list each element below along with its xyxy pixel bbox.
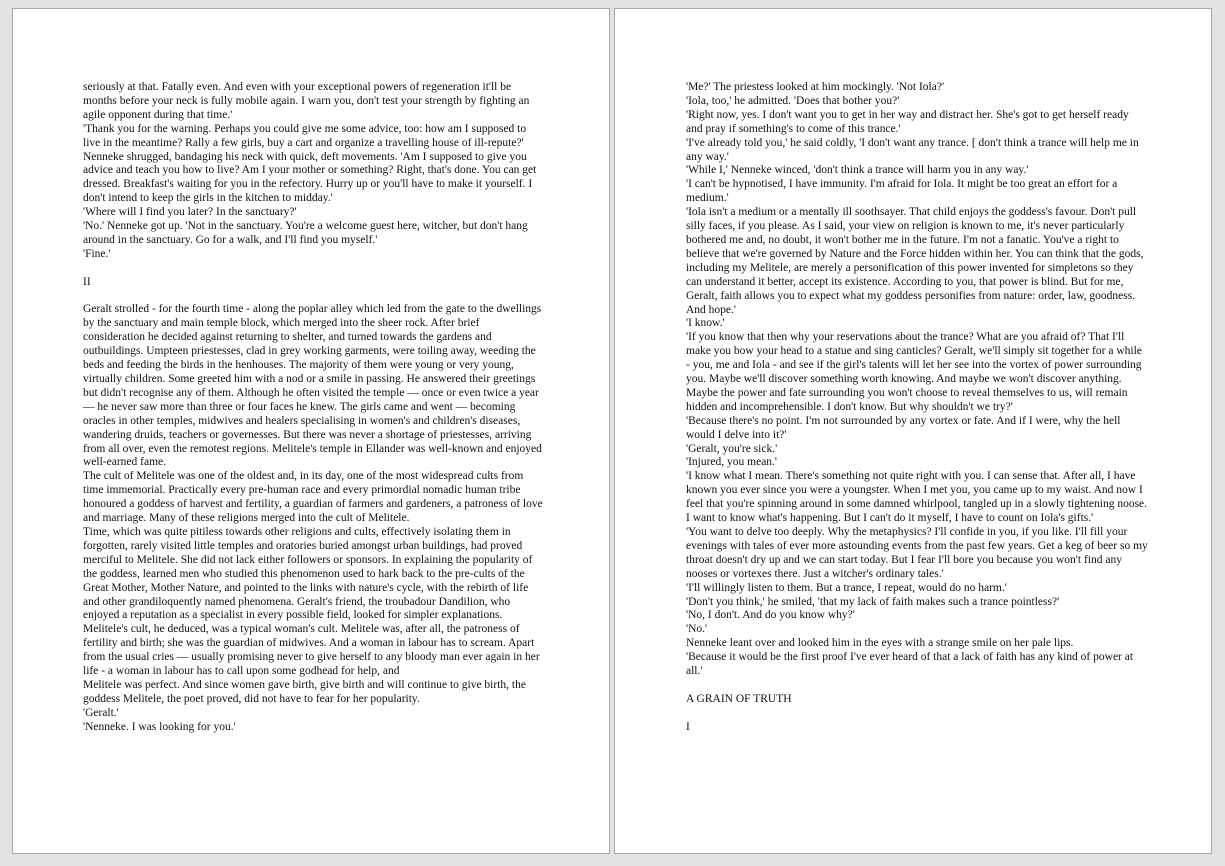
paragraph: 'I know.': [686, 317, 725, 330]
section-heading: II: [83, 275, 91, 288]
paragraph: 'Geralt, you're sick.': [686, 442, 778, 455]
paragraph: 'Nenneke. I was looking for you.': [83, 720, 236, 733]
paragraph: 'While I,' Nenneke winced, 'don't think a trance will harm you in any way.': [686, 164, 1029, 177]
document-page-left: [12, 8, 610, 854]
paragraph: Melitele was perfect. And since women gave birth, give birth and will continue to give birth, the goddess Melitele, the poet proved, did not have to fear for her popularity.: [83, 678, 526, 705]
paragraph: 'I'll willingly listen to them. But a trance, I repeat, would do no harm.': [686, 581, 1007, 594]
paragraph: 'I've already told you,' he said coldly, 'I don't want any trance. [ don't think a trance will help me in any way.': [686, 136, 1139, 163]
paragraph: seriously at that. Fatally even. And even with your exceptional powers of regeneration it'll be months before your neck is fully mobile again. I warn you, don't test your strength by fighting an agile opponent during that time.': [83, 81, 530, 121]
paragraph: 'You want to delve too deeply. Why the metaphysics? I'll confide in you, if you like. I'll fill your evenings with tales of ever more astounding events from the past few years. Get a keg of beer so my throat doesn't dry up and we can start today. But I fear I'll bore you because you won't find any nooses or vortexes there. Just a witcher's ordinary tales.': [686, 526, 1148, 580]
paragraph: 'Thank you for the warning. Perhaps you could give me some advice, too: how am I supposed to live in the meantime? Rally a few girls, buy a cart and organize a travelling house of ill-repute?': [83, 122, 527, 149]
paragraph: Time, which was quite pitiless towards other religions and cults, effectively isolating them in forgotten, rarely visited little temples and oratories buried amongst urban buildings, had proved merciful to Melitele. She did not lack either followers or sponsors. In explaining the popularity of the goddess, learned men who studied this phenomenon used to hark back to the pre-cults of the Great Mother, Mother Nature, and pointed to the links with nature's cycle, with the rebirth of life and other grandiloquently named phenomena. Geralt's friend, the troubadour Dandilion, who enjoyed a reputation as a specialist in every possible field, looked for simpler explanations. Melitele's cult, he deduced, was a typical woman's cult. Melitele was, after all, the patroness of fertility and birth; she was the guardian of midwives. And a woman in labour has to scream. Apart from the usual cries — usually promising never to give herself to any bloody man ever again in her life - a woman in labour has to call upon some godhead for help, and: [83, 525, 540, 678]
paragraph: 'Iola, too,' he admitted. 'Does that bother you?': [686, 94, 900, 107]
paragraph: 'Right now, yes. I don't want you to get in her way and distract her. She's got to get herself ready and pray if something's to come of this trance.': [686, 108, 1129, 135]
paragraph: 'I can't be hypnotised, I have immunity. I'm afraid for Iola. It might be too great an effort for a medium.': [686, 178, 1118, 205]
page-text: [686, 81, 1148, 735]
paragraph: 'No.' Nenneke got up. 'Not in the sanctuary. You're a welcome guest here, witcher, but don't hang around in the sanctuary. Go for a walk, and I'll find you myself.': [83, 220, 528, 246]
paragraph: Geralt strolled - for the fourth time - along the poplar alley which led from the gate to the dwellings by the sanctuary and main temple block, which merged into the sheer rock. After brief: [83, 303, 542, 330]
paragraph: 'Fine.': [83, 247, 111, 260]
paragraph: 'Because there's no point. I'm not surrounded by any vortex or fate. And if I were, why the hell would I delve into it?': [686, 414, 1121, 441]
paragraph: 'Don't you think,' he smiled, 'that my lack of faith makes such a trance pointless?': [686, 595, 1060, 608]
page-text: [83, 81, 545, 735]
paragraph: 'Where will I find you later? In the sanctuary?': [83, 206, 297, 219]
document-page-right: [614, 8, 1212, 854]
paragraph: 'Geralt.': [83, 706, 119, 719]
paragraph: Nenneke shrugged, bandaging his neck with quick, deft movements. 'Am I supposed to give you advice and teach you how to live? Am I your mother or something? Right, that's done. You can get dressed. Breakfast's waiting for you in the refectory. Hurry up or you'll have to make it yourself. I don't intend to keep the girls in the kitchen to midday.': [83, 150, 537, 205]
section-heading: I: [686, 720, 690, 733]
paragraph: 'Because it would be the first proof I've ever heard of that a lack of faith has any kind of power at all.': [686, 651, 1134, 678]
paragraph: Nenneke leant over and looked him in the eyes with a strange smile on her pale lips.: [686, 637, 1074, 650]
paragraph: 'No, I don't. And do you know why?': [686, 609, 855, 622]
paragraph: 'Injured, you mean.': [686, 456, 778, 469]
paragraph: 'If you know that then why your reservations about the trance? What are you afraid of? That I'll make you bow your head to a statue and sing canticles? Geralt, we'll simply sit together for a while - you, me and Iola - and see if the girl's talents will let her see into the vortex of power surrounding you. Maybe we'll discover something worth knowing. And maybe we won't discover anything. Maybe the power and fate surrounding you won't choose to reveal themselves to us, will remain hidden and incomprehensible. I don't know. But why shouldn't we try?': [686, 331, 1142, 413]
paragraph: consideration he decided against returning to shelter, and turned towards the gardens and outbuildings. Umpteen priestesses, clad in grey working garments, were toiling away, weeding the beds and feeding the birds in the henhouses. The majority of them were young or very young, virtually children. Some greeted him with a nod or a smile in passing. He answered their greetings but didn't recognise any of them. Although he often visited the temple — once or even twice a year — he never saw more than three or four faces he knew. The girls came and went — becoming oracles in other temples, midwives and healers specialising in women's and children's diseases, wandering druids, teachers or governesses. But there was never a shortage of priestesses, arriving from all over, even the remotest regions. Melitele's temple in Ellander was well-known and enjoyed well-earned fame.: [83, 331, 542, 469]
chapter-title: A GRAIN OF TRUTH: [686, 692, 792, 705]
paragraph: 'No.': [686, 623, 708, 636]
paragraph: 'I know what I mean. There's something not quite right with you. I can sense that. After all, I have known you ever since you were a youngster. When I met you, you came up to my waist. And now I feel that you're spinning around in some damned whirlpool, tangled up in a slowly tightening noose. I want to know what's happening. But I can't do it myself, I have to count on Iola's gifts.': [686, 470, 1148, 525]
paragraph: 'Me?' The priestess looked at him mockingly. 'Not Iola?': [686, 81, 945, 93]
paragraph: The cult of Melitele was one of the oldest and, in its day, one of the most widespread cults from time immemorial. Practically every pre-human race and every primordial nomadic human tribe honoured a goddess of harvest and fertility, a guardian of farmers and gardeners, a patroness of love and marriage. Many of these religions merged into the cult of Melitele.: [83, 470, 543, 525]
paragraph: 'Iola isn't a medium or a mentally ill soothsayer. That child enjoys the goddess's favour. Don't pull silly faces, if you please. As I said, your view on religion is known to me, it's never particularly bothered me and, no doubt, it won't bother me in the future. I'm not a fanatic. You've a right to believe that we're governed by Nature and the Force hidden within her. You can think that the gods, including my Melitele, are merely a personification of this power invented for simpletons so they can understand it better, accept its existence. According to you, that power is blind. But for me, Geralt, faith allows you to expect what my goddess personifies from nature: order, law, goodness. And hope.': [686, 206, 1144, 316]
